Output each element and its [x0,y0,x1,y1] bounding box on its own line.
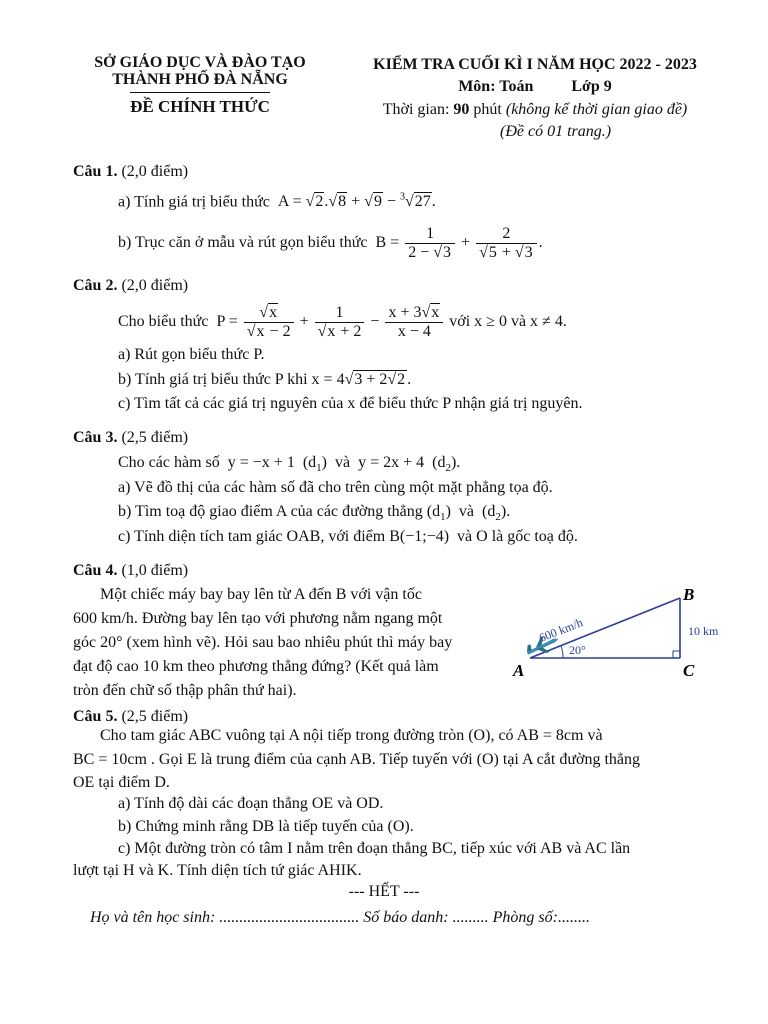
time-note: (không kể thời gian giao đề) [505,101,688,118]
q1-expression-a: A = √2.√8 + √9 − $^3$√27. [273,192,436,211]
q3-part-c: c) Tính diện tích tam giác OAB, với điểm B(−1;−4) và O là gốc toạ độ. [118,528,578,545]
official-label: ĐỀ CHÍNH THỨC [130,97,270,116]
vertex-c: C [683,661,695,680]
q5-part-c-2: lượt tại H và K. Tính diện tích tứ giác AHIK. [73,862,362,879]
q4-line-1: Một chiếc máy bay bay lên từ A đến B với vận tốc [100,586,422,603]
vertex-a: A [513,661,525,680]
vertex-b: B [683,585,695,604]
q4-triangle-figure [505,580,735,685]
q1-part-b: b) Trục căn ở mẫu và rút gọn biểu thức B = $\frac{1}{2 - √3}$ + $\frac{2}{√5 + √3}$ . [118,224,543,261]
q3-part-b: b) Tìm toạ độ giao điểm A của các đường thẳng $(d_1)$ và $(d_2)$. [118,503,511,524]
angle-arc [561,646,563,658]
height-label: 10 km [688,624,719,638]
q5-line-2: BC = 10cm . Gọi E là trung điểm của cạnh AB. Tiếp tuyến với (O) tại A cắt đường thẳng [73,751,640,768]
angle-label: 20° [569,643,586,657]
speed-label: 600 km/h [537,615,585,645]
q3-intro: Cho các hàm số y = −x + 1 $(d_1)$ và y = 2x + 4 $(d_2)$. [118,454,461,475]
q1-part-a: a) Tính giá trị biểu thức A = √2.√8 + √9 − $^3$√27. [118,192,436,211]
q5-part-a: a) Tính độ dài các đoạn thẳng OE và OD. [118,795,384,812]
time-value: 90 [453,101,470,118]
q4-line-5: tròn đến chữ số thập phân thứ hai). [73,682,297,699]
q2-condition: với x ≥ 0 và x ≠ 4. [449,313,567,330]
q4-line-2: 600 km/h. Đường bay lên tạo với phương nằm ngang một [73,610,443,627]
q5-part-c-1: c) Một đường tròn có tâm I nằm trên đoạn thẳng BC, tiếp xúc với AB và AC lần [118,840,631,857]
q1-heading: Câu 1. (2,0 điểm) [73,163,189,180]
q2-expression-line: Cho biểu thức P = $\frac{√x}{√x - 2}$ + $\frac{1}{√x + 2}$ − $\frac{x + 3√x}{x - 4}$ với x ≥ 0 và x ≠ 4. [118,303,567,340]
pages-note: (Đề có 01 trang.) [500,123,612,140]
dept-line-1: SỞ GIÁO DỤC VÀ ĐÀO TẠO [94,54,306,71]
q4-line-3: góc 20° (xem hình vẽ). Hỏi sau bao nhiêu phút thì máy bay [73,634,453,651]
grade: Lớp 9 [571,78,612,95]
end-marker: --- HẾT --- [348,883,420,900]
q5-part-b: b) Chứng minh rằng DB là tiếp tuyến của (O). [118,818,414,835]
q3-heading: Câu 3. (2,5 điểm) [73,429,189,446]
q5-line-1: Cho tam giác ABC vuông tại A nội tiếp trong đường tròn (O), có AB = 8cm và [100,727,603,744]
exam-title: KIỂM TRA CUỐI KÌ I NĂM HỌC 2022 - 2023 [373,56,697,73]
q1-expression-b: B = $\frac{1}{2 - √3}$ + $\frac{2}{√5 + √3}$ . [371,224,543,261]
student-info-footer: Họ và tên học sinh: ................................... Số báo danh: ......... Phòng số:........ [90,909,590,926]
q4-line-4: đạt độ cao 10 km theo phương thẳng đứng? (Kết quả làm [73,658,439,675]
q5-heading: Câu 5. (2,5 điểm) [73,708,189,725]
q5-line-3: OE tại điểm D. [73,774,170,791]
time-line: Thời gian: 90 phút (không kể thời gian giao đề) [382,101,688,118]
header-divider [130,92,270,93]
q2-part-b: b) Tính giá trị biểu thức P khi x = 4√3 + 2√2 . [118,371,412,388]
q2-part-c: c) Tìm tất cả các giá trị nguyên của x để biểu thức P nhận giá trị nguyên. [118,395,583,412]
right-angle-mark [673,651,680,658]
q4-heading: Câu 4. (1,0 điểm) [73,562,189,579]
q2-expression-p: P = $\frac{√x}{√x - 2}$ + $\frac{1}{√x + 2}$ − $\frac{x + 3√x}{x - 4}$ [212,313,449,330]
q2-heading: Câu 2. (2,0 điểm) [73,277,189,294]
q3-part-a: a) Vẽ đồ thị của các hàm số đã cho trên cùng một mặt phẳng tọa độ. [118,479,553,496]
subject-grade [340,77,730,97]
subject: Môn: Toán [458,78,534,95]
q2-part-a: a) Rút gọn biểu thức P. [118,346,265,363]
dept-line-2: THÀNH PHỐ ĐÀ NẴNG [112,71,288,88]
